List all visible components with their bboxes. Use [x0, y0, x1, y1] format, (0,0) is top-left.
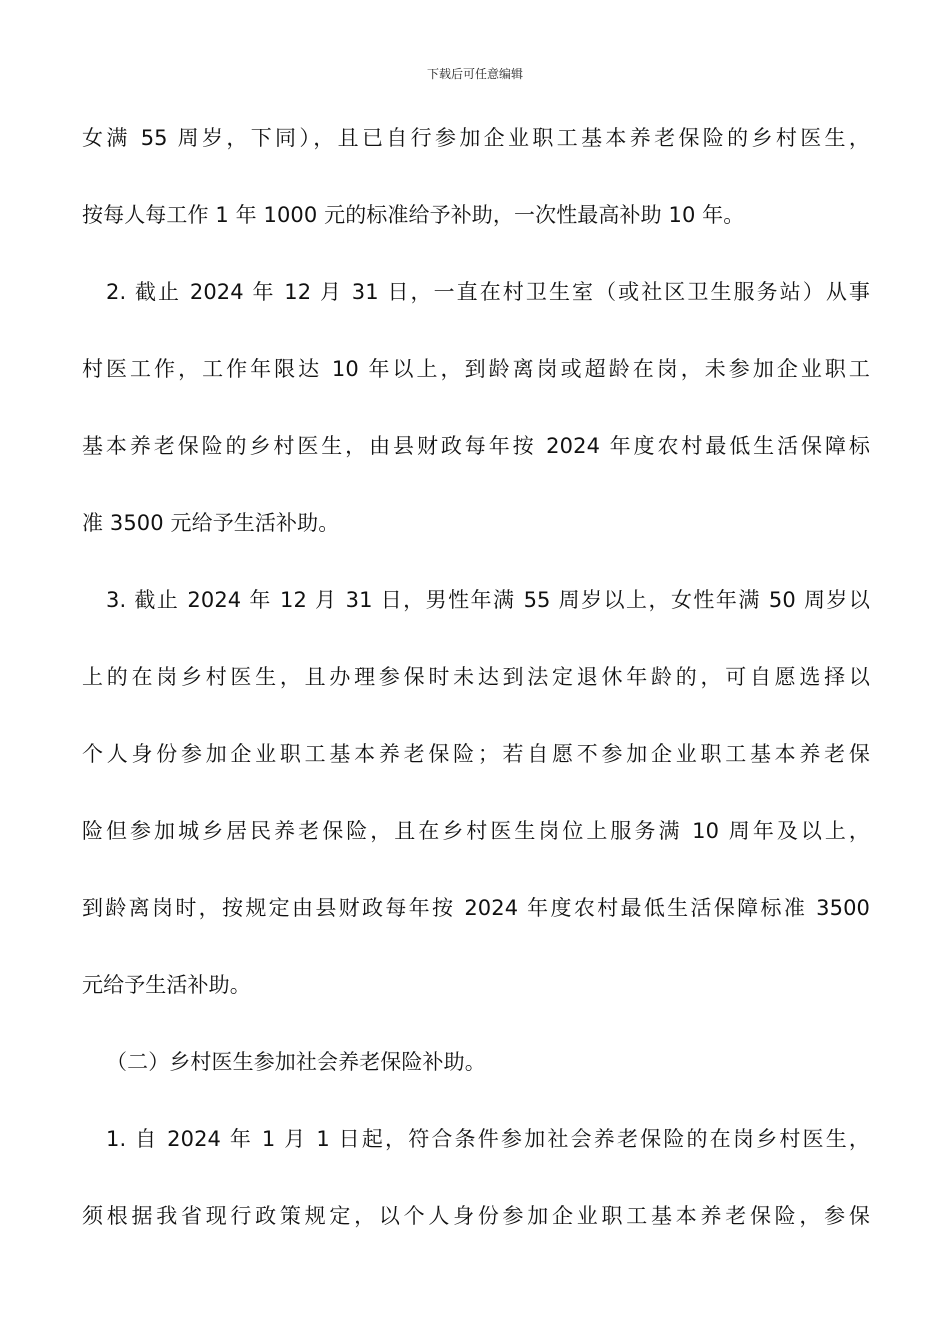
text-line: 3. 截止 2024 年 12 月 31 日，男性年满 55 周岁以上，女性年满 50 周岁以 — [106, 588, 870, 612]
text-line: 到龄离岗时，按规定由县财政每年按 2024 年度农村最低生活保障标准 3500 — [82, 896, 870, 920]
text-line: 1. 自 2024 年 1 月 1 日起，符合条件参加社会养老保险的在岗乡村医生， — [106, 1127, 870, 1151]
text-line: 按每人每工作 1 年 1000 元的标准给予补助，一次性最高补助 10 年。 — [82, 203, 745, 227]
text-line: 元给予生活补助。 — [82, 973, 251, 997]
page-header: 下载后可任意编辑 — [426, 67, 523, 81]
document-body — [82, 115, 870, 1270]
section-heading: （二）乡村医生参加社会养老保险补助。 — [106, 1050, 486, 1074]
text-line: 上的在岗乡村医生，且办理参保时未达到法定退休年龄的，可自愿选择以 — [82, 665, 870, 689]
text-line: 村医工作，工作年限达 10 年以上，到龄离岗或超龄在岗，未参加企业职工 — [82, 357, 870, 381]
text-line: 险但参加城乡居民养老保险，且在乡村医生岗位上服务满 10 周年及以上， — [82, 819, 870, 843]
text-line: 基本养老保险的乡村医生，由县财政每年按 2024 年度农村最低生活保障标 — [82, 434, 870, 458]
text-line: 2. 截止 2024 年 12 月 31 日，一直在村卫生室（或社区卫生服务站）从事 — [106, 280, 870, 304]
text-line: 个人身份参加企业职工基本养老保险；若自愿不参加企业职工基本养老保 — [82, 742, 870, 766]
text-line: 女满 55 周岁，下同），且已自行参加企业职工基本养老保险的乡村医生， — [82, 126, 870, 150]
text-line: 准 3500 元给予生活补助。 — [82, 511, 340, 535]
text-line: 须根据我省现行政策规定，以个人身份参加企业职工基本养老保险，参保 — [82, 1204, 870, 1228]
